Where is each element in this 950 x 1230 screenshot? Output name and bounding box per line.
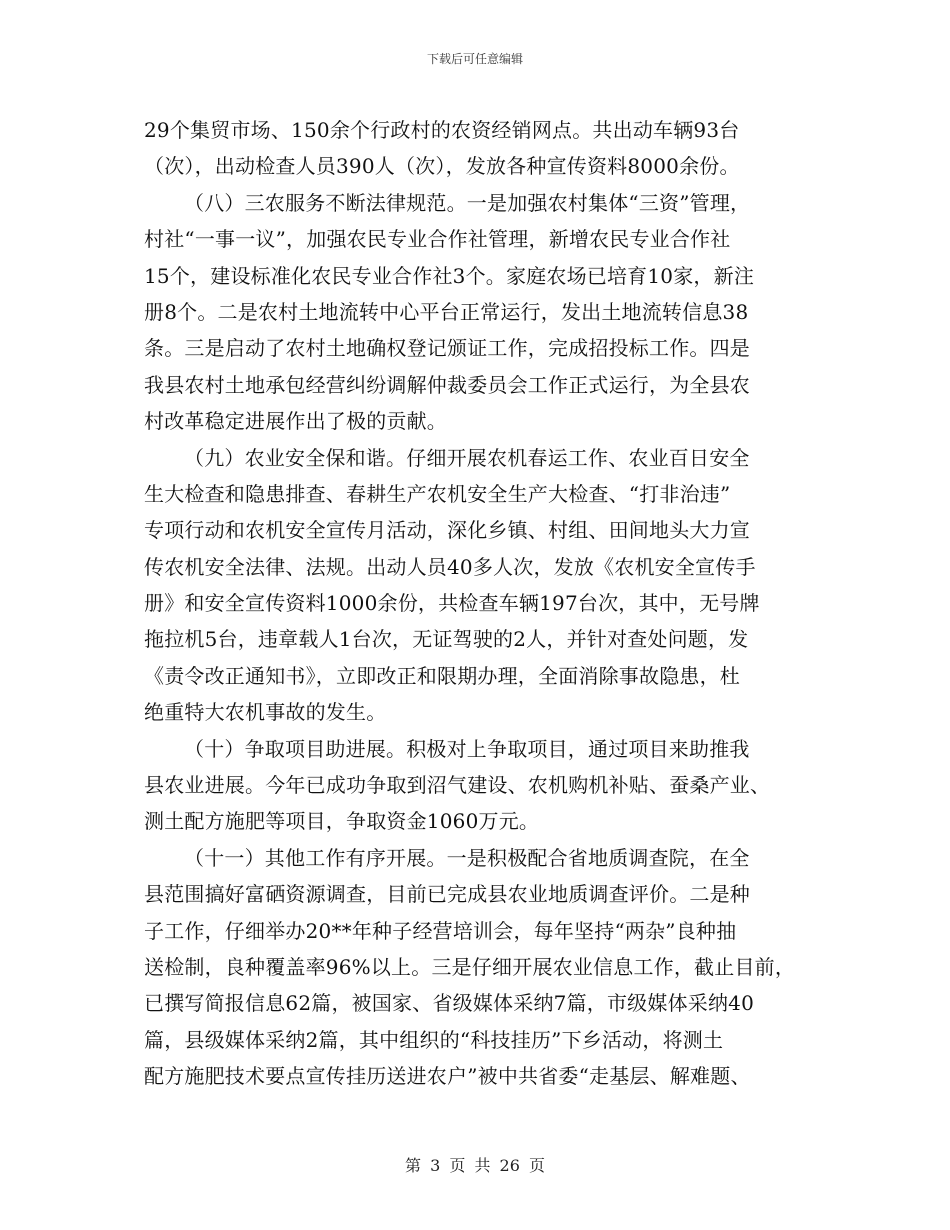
paragraph-line: 册8个。二是农村土地流转中心平台正常运行，发出土地流转信息38 xyxy=(144,299,749,324)
paragraph-line: 配方施肥技术要点宣传挂历送进农户”被中共省委“走基层、解难题、 xyxy=(144,1064,751,1089)
paragraph-line: 生大检查和隐患排查、春耕生产农机安全生产大检查、“打非治违” xyxy=(144,481,731,506)
paragraph-line: 条。三是启动了农村土地确权登记颁证工作，完成招投标工作。四是 xyxy=(144,336,750,361)
paragraph-first-line: （九）农业安全保和谐。仔细开展农机春运工作、农业百日安全 xyxy=(184,445,750,470)
paragraph-first-line: （八）三农服务不断法律规范。一是加强农村集体“三资”管理， xyxy=(184,190,751,215)
page-header: 下载后可任意编辑 xyxy=(426,52,523,66)
paragraph-line: 15个，建设标准化农民专业合作社3个。家庭农场已培育10家，新注 xyxy=(144,263,755,288)
paragraph-line: 册》和安全宣传资料1000余份，共检查车辆197台次，其中，无号牌 xyxy=(144,591,760,616)
paragraph-line: （次），出动检查人员390人（次），发放各种宣传资料8000余份。 xyxy=(144,154,740,179)
page-number-footer: 第 3 页 共 26 页 xyxy=(405,1156,545,1175)
paragraph-line: 县范围搞好富硒资源调查，目前已完成县农业地质调查评价。二是种 xyxy=(144,882,750,907)
paragraph-line: 村社“一事一议”，加强农民专业合作社管理，新增农民专业合作社 xyxy=(144,227,731,252)
paragraph-line: 专项行动和农机安全宣传月活动，深化乡镇、村组、田间地头大力宣 xyxy=(144,518,750,543)
paragraph-first-line: （十一）其他工作有序开展。一是积极配合省地质调查院，在全 xyxy=(184,845,750,870)
paragraph-line: 送检制，良种覆盖率96%以上。三是仔细开展农业信息工作，截止目前， xyxy=(144,954,796,979)
paragraph-line: 测土配方施肥等项目，争取资金1060万元。 xyxy=(144,809,540,834)
paragraph-line: 绝重特大农机事故的发生。 xyxy=(144,700,387,725)
paragraph-line: 子工作，仔细举办20**年种子经营培训会，每年坚持“两杂”良种抽 xyxy=(144,918,737,943)
paragraph-line: 村改革稳定进展作出了极的贡献。 xyxy=(144,409,447,434)
paragraph-line: 我县农村土地承包经营纠纷调解仲裁委员会工作正式运行，为全县农 xyxy=(144,372,750,397)
paragraph-line: 篇，县级媒体采纳2篇，其中组织的“科技挂历”下乡活动，将测土 xyxy=(144,1027,724,1052)
paragraph-line: 《责令改正通知书》，立即改正和限期办理，全面消除事故隐患，杜 xyxy=(144,663,740,688)
paragraph-line: 29个集贸市场、150余个行政村的农资经销网点。共出动车辆93台 xyxy=(144,118,740,142)
paragraph-line: 已撰写简报信息62篇，被国家、省级媒体采纳7篇，市级媒体采纳40 xyxy=(144,991,755,1016)
paragraph-line: 拖拉机5台，违章载人1台次，无证驾驶的2人，并针对查处问题，发 xyxy=(144,627,749,652)
paragraph-first-line: （十）争取项目助进展。积极对上争取项目，通过项目来助推我 xyxy=(184,736,750,761)
document-body xyxy=(144,112,824,1095)
paragraph-line: 传农机安全法律、法规。出动人员40多人次，发放《农机安全宣传手 xyxy=(144,554,756,579)
paragraph-line: 县农业进展。今年已成功争取到沼气建设、农机购机补贴、蚕桑产业、 xyxy=(144,773,771,798)
